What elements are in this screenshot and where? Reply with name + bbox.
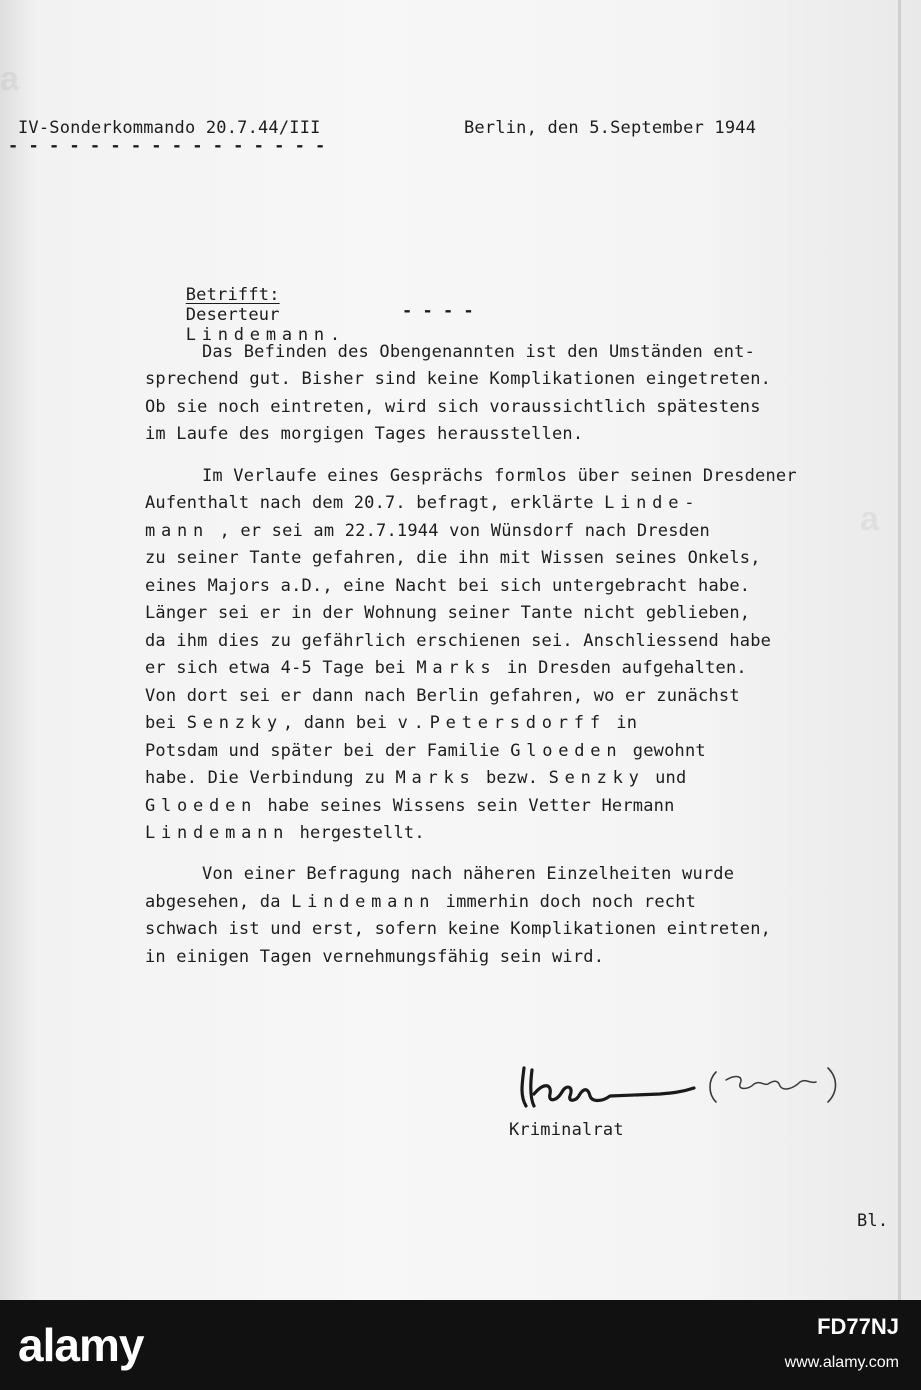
text-run: in — [605, 713, 638, 733]
text-run: und — [644, 768, 687, 788]
image-id: FD77NJ — [817, 1314, 899, 1339]
paper-fold — [898, 0, 901, 1300]
paragraph-line — [145, 658, 747, 678]
signature-name: Kriminalrat — [509, 1120, 624, 1140]
subject-label: Betrifft: — [185, 285, 280, 305]
paragraph-line: im Laufe des morgigen Tages herausstellen. — [145, 424, 584, 444]
text-run: immerhin doch noch recht — [435, 892, 697, 912]
paragraph-line — [145, 521, 710, 541]
paragraph-line: Im Verlaufe eines Gesprächs formlos über seinen Dresdener — [202, 466, 797, 486]
name-lindemann: Linde- — [604, 493, 701, 513]
paragraph-line — [145, 768, 686, 788]
page-marker: Bl. — [857, 1211, 889, 1231]
watermark-fragment: a — [0, 60, 19, 98]
text-run: habe. Die Verbindung zu — [145, 768, 396, 788]
name-gloeden: Gloeden — [510, 741, 623, 761]
watermark-fragment: a — [860, 500, 879, 538]
paragraph-line: Von einer Befragung nach näheren Einzelheiten wurde — [202, 864, 735, 884]
paragraph-line: sprechend gut. Bisher sind keine Komplikationen eingetreten. — [145, 369, 772, 389]
text-run: abgesehen, da — [145, 892, 292, 912]
paragraph-line: Ob sie noch eintreten, wird sich voraussichtlich spätestens — [145, 397, 761, 417]
paragraph-line: eines Majors a.D., eine Nacht bei sich untergebracht habe. — [145, 576, 751, 596]
header-rule: - - - - - - - - - - - - - - - - — [8, 136, 326, 156]
paragraph-line: zu seiner Tante gefahren, die ihn mit Wissen seines Onkels, — [145, 548, 761, 568]
paragraph-line — [145, 741, 706, 761]
watermark-band — [0, 1300, 921, 1390]
text-run: in Dresden aufgehalten. — [496, 658, 747, 678]
paragraph-line: Von dort sei er dann nach Berlin gefahren, wo er zunächst — [145, 686, 740, 706]
name-marks: Marks — [416, 658, 497, 678]
subject-end: . — [329, 325, 341, 345]
paragraph-line: schwach ist und erst, sofern keine Komplikationen eintreten, — [145, 919, 772, 939]
text-run: bezw. — [475, 768, 549, 788]
text-run: hergestellt. — [289, 823, 425, 843]
paragraph-line — [145, 892, 696, 912]
header-right: Berlin, den 5.September 1944 — [464, 118, 757, 138]
subject-name: Lindemann — [185, 325, 330, 345]
text-run: bei — [145, 713, 187, 733]
paragraph-line — [145, 493, 700, 513]
name-lindemann: Lindemann — [291, 892, 436, 912]
name-petersdorff: v.Petersdorff — [397, 713, 606, 733]
text-run: , er sei am 22.7.1944 von Wünsdorf nach Dresden — [209, 521, 710, 541]
text-run: gewohnt — [622, 741, 706, 761]
handwritten-signature — [510, 1050, 850, 1120]
paragraph-line — [145, 713, 637, 733]
text-run: er sich etwa 4-5 Tage bei — [145, 658, 417, 678]
paragraph-line: in einigen Tagen vernehmungsfähig sein wird. — [145, 947, 605, 967]
paragraph-line: Länger sei er in der Wohnung seiner Tante nicht geblieben, — [145, 603, 751, 623]
header-left: IV-Sonderkommando 20.7.44/III — [18, 118, 321, 138]
name-marks: Marks — [395, 768, 476, 788]
text-run: Potsdam und später bei der Familie — [145, 741, 511, 761]
paragraph-line: Das Befinden des Obengenannten ist den Umständen ent- — [202, 342, 756, 362]
paragraph-line — [145, 796, 675, 816]
text-run: , dann bei — [282, 713, 398, 733]
name-gloeden: Gloeden — [145, 796, 258, 816]
alamy-logo: alamy — [18, 1319, 144, 1371]
paragraph-line — [145, 823, 425, 843]
name-lindemann: mann — [145, 521, 210, 541]
subject-text: Deserteur — [185, 305, 280, 325]
name-senzky: Senzky — [186, 713, 283, 733]
name-lindemann: Lindemann — [145, 823, 290, 843]
separator: - - - - — [402, 301, 474, 321]
name-senzky: Senzky — [548, 768, 645, 788]
text-run: habe seines Wissens sein Vetter Hermann — [257, 796, 675, 816]
paragraph-line: da ihm dies zu gefährlich erschienen sei. Anschliessend habe — [145, 631, 772, 651]
site-url: www.alamy.com — [784, 1354, 899, 1371]
text-run: Aufenthalt nach dem 20.7. befragt, erklärte — [145, 493, 605, 513]
